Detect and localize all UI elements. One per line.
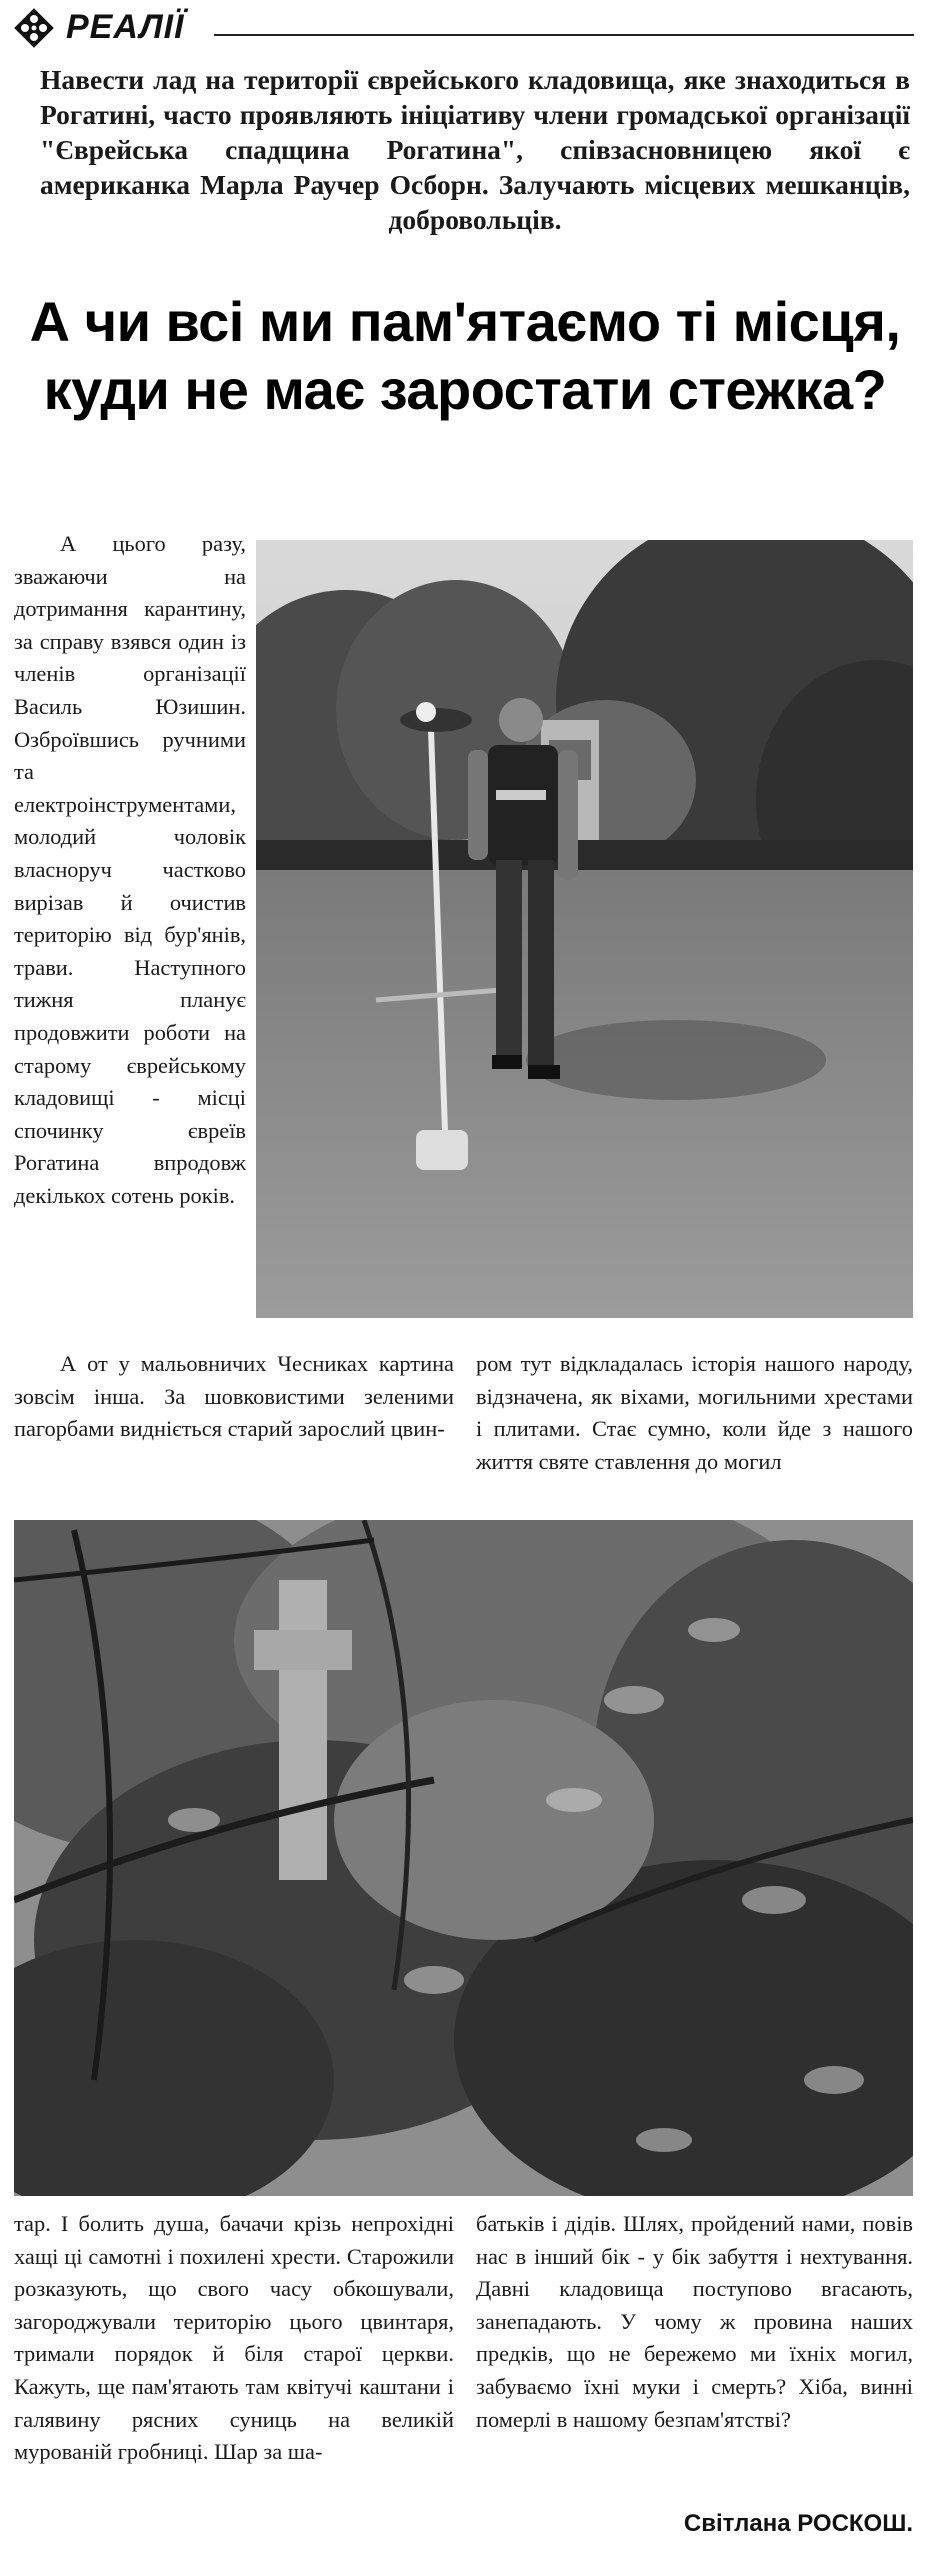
article-column-middle-right: [476, 1348, 913, 1478]
lead-paragraph: Навести лад на території єврейського кладовища, яке знаходиться в Рогатині, часто проявляють ініціативу члени громадської організації "Єврейська спадщина Рогатина", співзасновницею якої є американка Марла Раучер Осборн. Залучають місцевих мешканців, добровольців.: [40, 64, 910, 235]
author-byline: Світлана РОСКОШ.: [683, 2510, 913, 2537]
section-header: [14, 6, 914, 50]
article-paragraph-2c: тар. І болить душа, бачачи крізь непрохідні хащі ці самотні і похилені хрести. Старожили розказують, що свого часу обкошували, загороджували територію цього цвинтаря, тримали порядок й біля старої церкви. Кажуть, ще пам'ятають там квітучі каштани і галявину рясних суниць на великій мурованій гробниці. Шар за ша-: [14, 2211, 454, 2465]
article-column-bottom-left: [14, 2208, 454, 2469]
article-column-bottom-right: [476, 2208, 913, 2436]
photo-overgrown-cemetery: [14, 1520, 913, 2196]
article-paragraph-2d: батьків і дідів. Шлях, пройдений нами, повів нас в інший бік - у бік забуття і нехтування. Давні кладовища поступово вгасають, занепадають. У чому ж провина наших предків, що не бережемо ми їхніх могил, забуваємо їхні муки і смерть? Хіба, винні померлі в нашому безпам'ятстві?: [476, 2211, 913, 2432]
section-label: РЕАЛІЇ: [66, 8, 185, 46]
header-rule: [214, 34, 914, 36]
article-headline: А чи всі ми пам'ятаємо ті місця, куди не має заростати стежка?: [29, 290, 901, 421]
article-column-middle-left: [14, 1348, 454, 1446]
diamond-ornament-icon: [14, 8, 54, 48]
article-paragraph-2b: ром тут відкладалась історія нашого народу, відзначена, як віхами, могильними хрестами і плитами. Стає сумно, коли йде з нашого життя святе ставлення до могил: [476, 1351, 913, 1474]
article-column-left: [14, 528, 246, 1212]
photo-man-with-trimmer: [256, 540, 913, 1318]
article-paragraph-1: А цього разу, зважаючи на дотримання карантину, за справу взявся один із членів організації Василь Юзишин. Озброївшись ручними та електроінструментами, молодий чоловік власноруч частково вирізав й очистив територію від бур'янів, трави. Наступного тижня планує продовжити роботи на старому єврейському кладовищі - місці спочинку євреїв Рогатина впродовж декількох сотень років.: [14, 531, 246, 1208]
article-paragraph-2a: А от у мальовничих Чесниках картина зовсім інша. За шовковистими зеленими пагорбами видніється старий зарослий цвин-: [14, 1351, 454, 1442]
